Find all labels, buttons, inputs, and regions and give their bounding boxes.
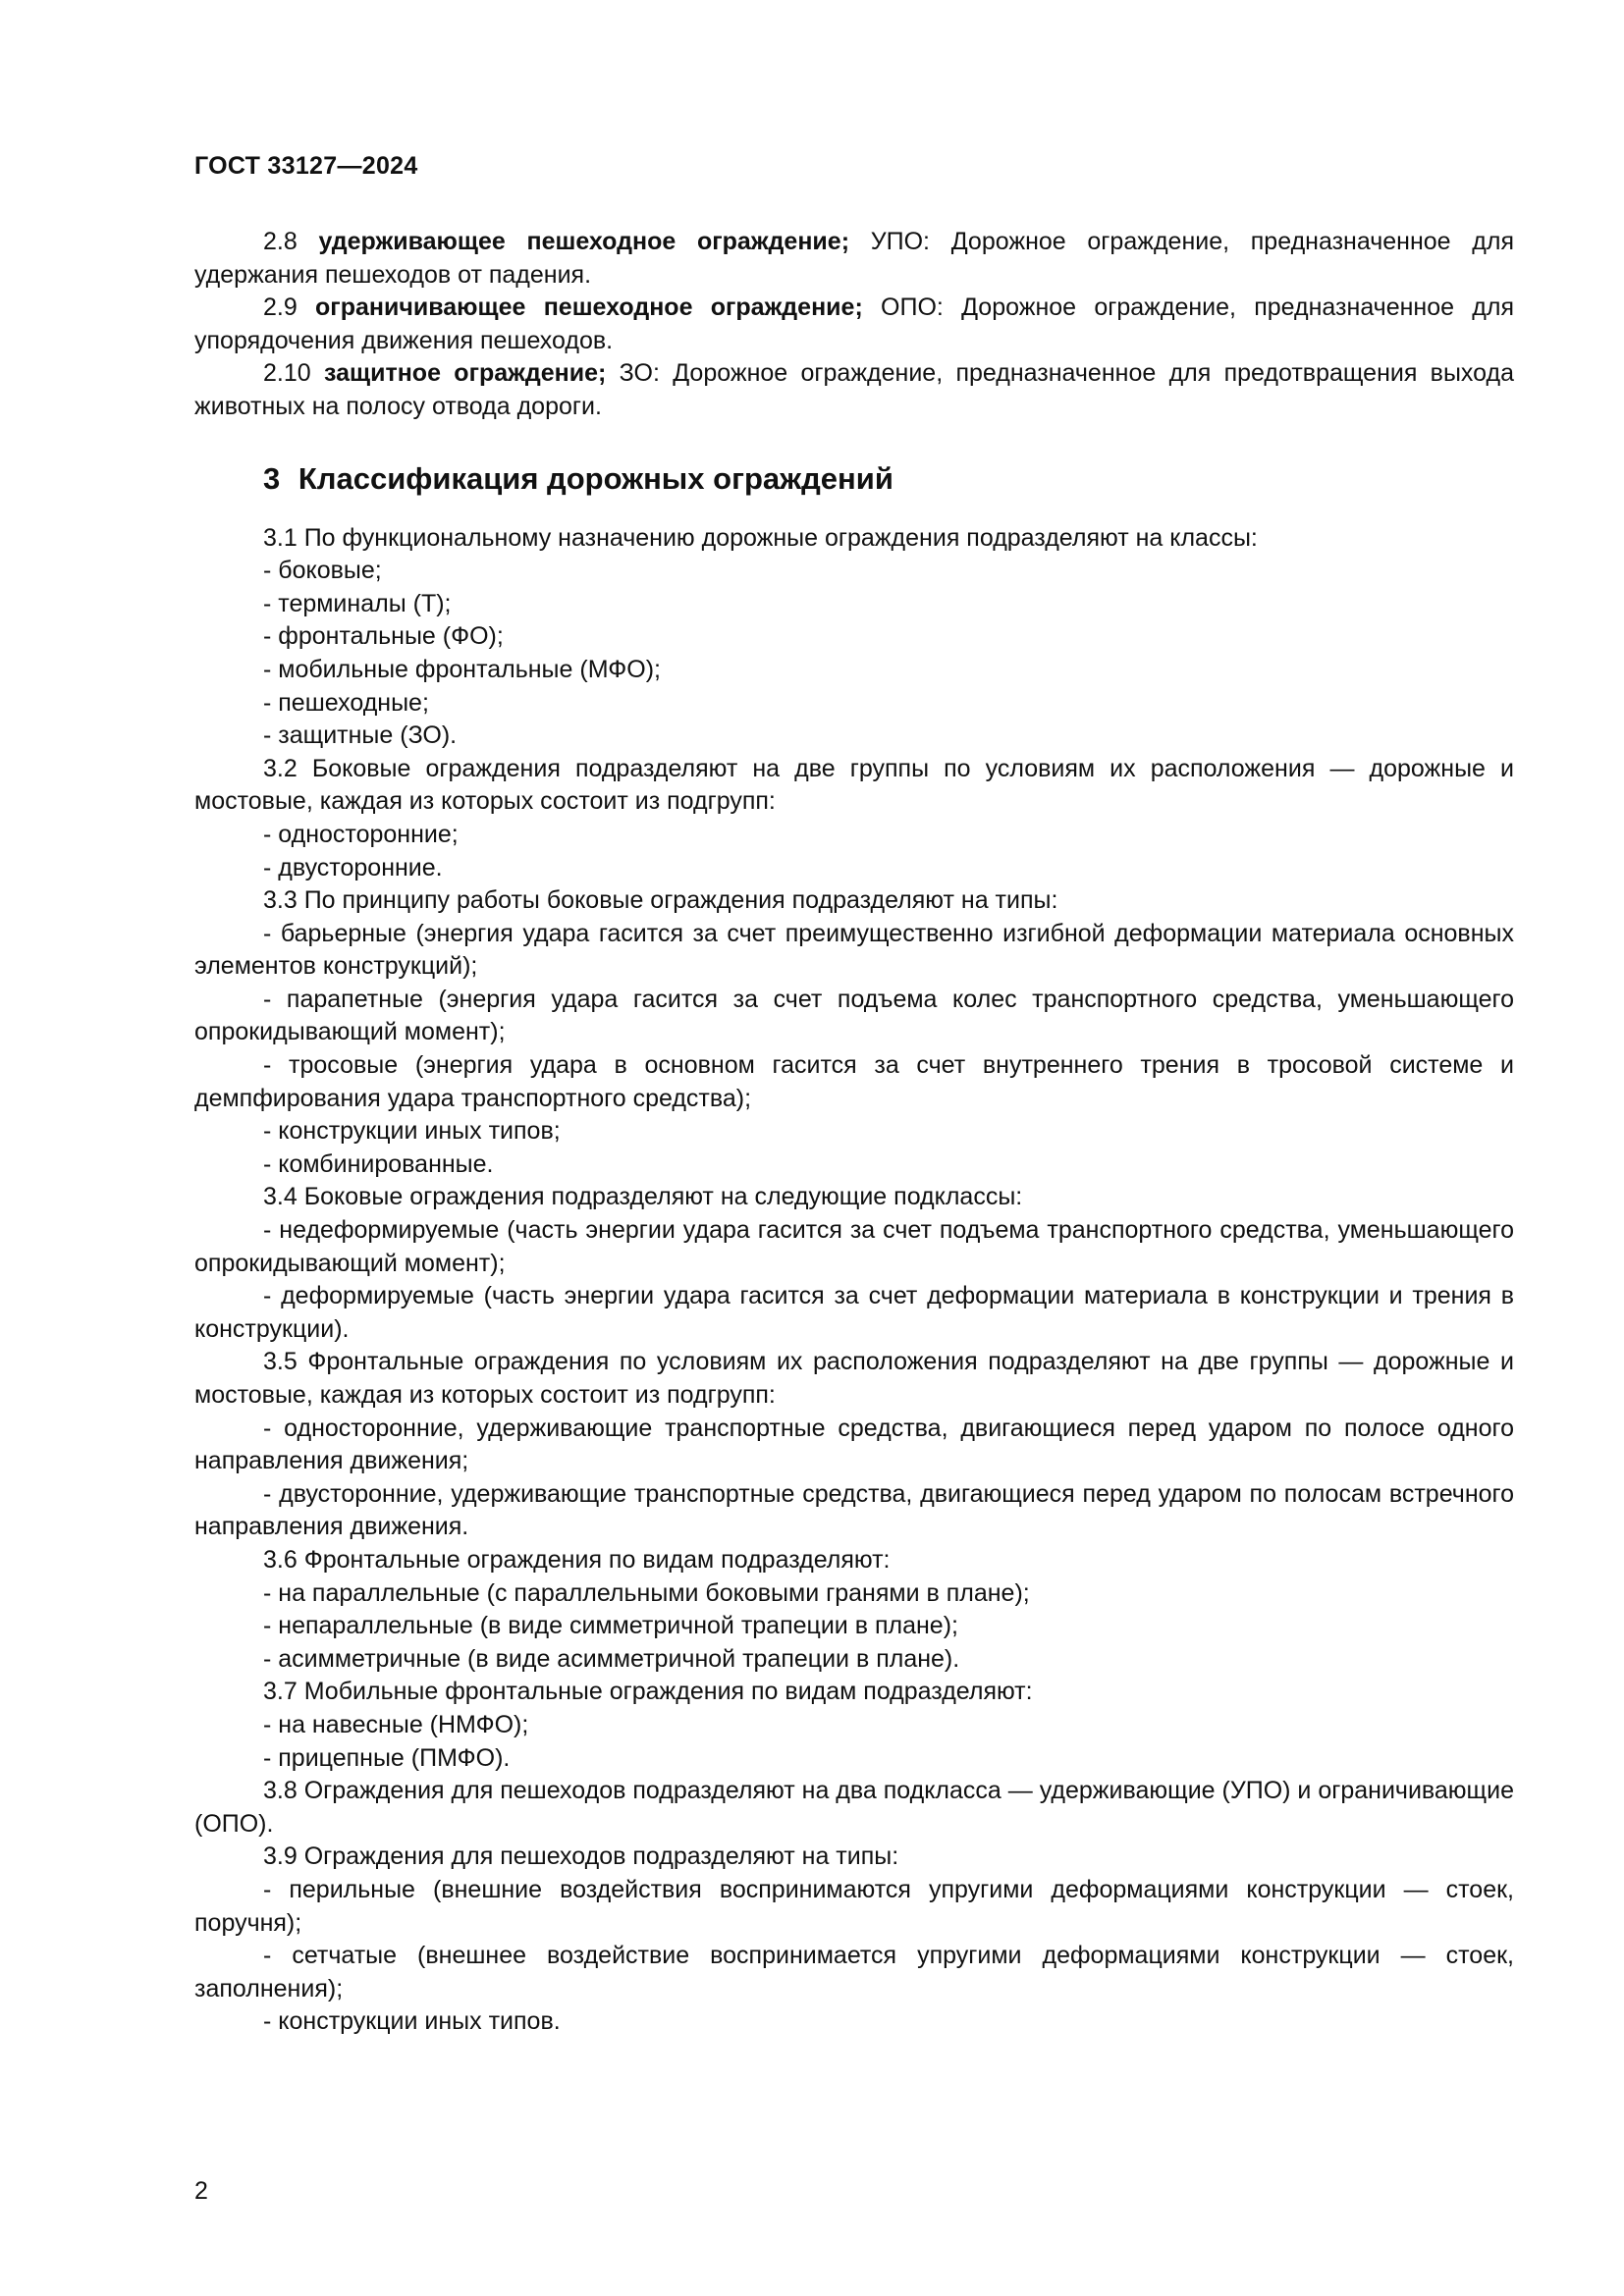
list-item: - прицепные (ПМФО). (263, 1743, 511, 1772)
definition-text: ОПО: Дорожное ограждение, предназначенное для упорядочения движения пешеходов. (194, 294, 1514, 354)
clause-3-4: 3.4 Боковые ограждения подразделяют на следующие подклассы: (263, 1183, 1023, 1211)
definition-2-9 (194, 292, 1514, 357)
definition-2-8 (194, 226, 1514, 292)
definition-term: ограничивающее пешеходное ограждение; (315, 294, 863, 322)
section-number: 3 (263, 460, 281, 496)
clause-3-6: 3.6 Фронтальные ограждения по видам подразделяют: (263, 1545, 891, 1574)
section-heading (263, 459, 1514, 499)
list-item: - сетчатые (внешнее воздействие воспринимается упругими деформациями конструкции — стоек, заполнения); (194, 1942, 1514, 2002)
page-number: 2 (194, 2177, 208, 2205)
clause-3-7: 3.7 Мобильные фронтальные ограждения по видам подразделяют: (263, 1678, 1033, 1706)
document-body (194, 226, 1514, 2039)
clause-3-2: 3.2 Боковые ограждения подразделяют на две группы по условиям их расположения — дорожные и мостовые, каждая из которых состоит из подгрупп: (194, 754, 1514, 816)
list-item: - двусторонние. (263, 853, 443, 881)
list-item: - конструкции иных типов; (263, 1117, 561, 1146)
clause-3-8: 3.8 Ограждения для пешеходов подразделяют на два подкласса — удерживающие (УПО) и ограничивающие (ОПО). (194, 1777, 1514, 1838)
definition-text: УПО: Дорожное ограждение, предназначенное для удержания пешеходов от падения. (194, 228, 1514, 289)
list-item: - недеформируемые (часть энергии удара гасится за счет подъема транспортного средства, уменьшающего опрокидывающий момент); (194, 1216, 1514, 1277)
list-item: - непараллельные (в виде симметричной трапеции в плане); (263, 1612, 958, 1640)
clause-3-5: 3.5 Фронтальные ограждения по условиям их расположения подразделяют на две группы — дорожные и мостовые, каждая из которых состоит из подгрупп: (194, 1348, 1514, 1409)
definition-term: удерживающее пешеходное ограждение; (318, 228, 850, 255)
definition-term: защитное ограждение; (324, 359, 607, 388)
list-item: - комбинированные. (263, 1149, 494, 1178)
list-item: - на параллельные (с параллельными боковыми гранями в плане); (263, 1578, 1030, 1607)
definition-number: 2.8 (263, 228, 298, 255)
definition-number: 2.10 (263, 359, 311, 388)
list-item: - боковые; (263, 557, 382, 585)
list-item: - на навесные (НМФО); (263, 1710, 529, 1738)
definition-2-10 (194, 357, 1514, 423)
section-title: Классификация дорожных ограждений (298, 460, 893, 496)
document-code-header: ГОСТ 33127—2024 (194, 152, 418, 180)
list-item: - парапетные (энергия удара гасится за счет подъема колес транспортного средства, уменьшающего опрокидывающий момент); (194, 985, 1514, 1046)
list-item: - фронтальные (ФО); (263, 622, 504, 651)
list-item: - асимметричные (в виде асимметричной трапеции в плане). (263, 1644, 960, 1673)
list-item: - конструкции иных типов. (263, 2007, 561, 2036)
list-item: - барьерные (энергия удара гасится за счет преимущественно изгибной деформации материала основных элементов конструкций); (194, 919, 1514, 981)
list-item: - деформируемые (часть энергии удара гасится за счет деформации материала в конструкции и трения в конструкции). (194, 1282, 1514, 1343)
list-item: - пешеходные; (263, 688, 429, 717)
list-item: - односторонние, удерживающие транспортные средства, двигающиеся перед ударом по полосе одного направления движения; (194, 1414, 1514, 1475)
list-item: - двусторонние, удерживающие транспортные средства, двигающиеся перед ударом по полосам встречного направления движения. (194, 1479, 1514, 1541)
list-item: - защитные (ЗО). (263, 721, 458, 750)
clause-3-3: 3.3 По принципу работы боковые ограждения подразделяют на типы: (263, 886, 1058, 915)
list-item: - мобильные фронтальные (МФО); (263, 655, 661, 683)
list-item: - перильные (внешние воздействия воспринимаются упругими деформациями конструкции — стоек, поручня); (194, 1875, 1514, 1937)
clause-3-1: 3.1 По функциональному назначению дорожные ограждения подразделяют на классы: (263, 523, 1258, 552)
list-item: - односторонние; (263, 820, 459, 848)
list-item: - терминалы (Т); (263, 589, 452, 617)
list-item: - тросовые (энергия удара в основном гасится за счет внутреннего трения в тросовой системе и демпфирования удара транспортного средства); (194, 1051, 1514, 1112)
clause-3-9: 3.9 Ограждения для пешеходов подразделяют на типы: (263, 1842, 899, 1871)
definition-text: ЗО: Дорожное ограждение, предназначенное для предотвращения выхода животных на полосу отвода дороги. (194, 359, 1515, 420)
definition-number: 2.9 (263, 294, 298, 322)
